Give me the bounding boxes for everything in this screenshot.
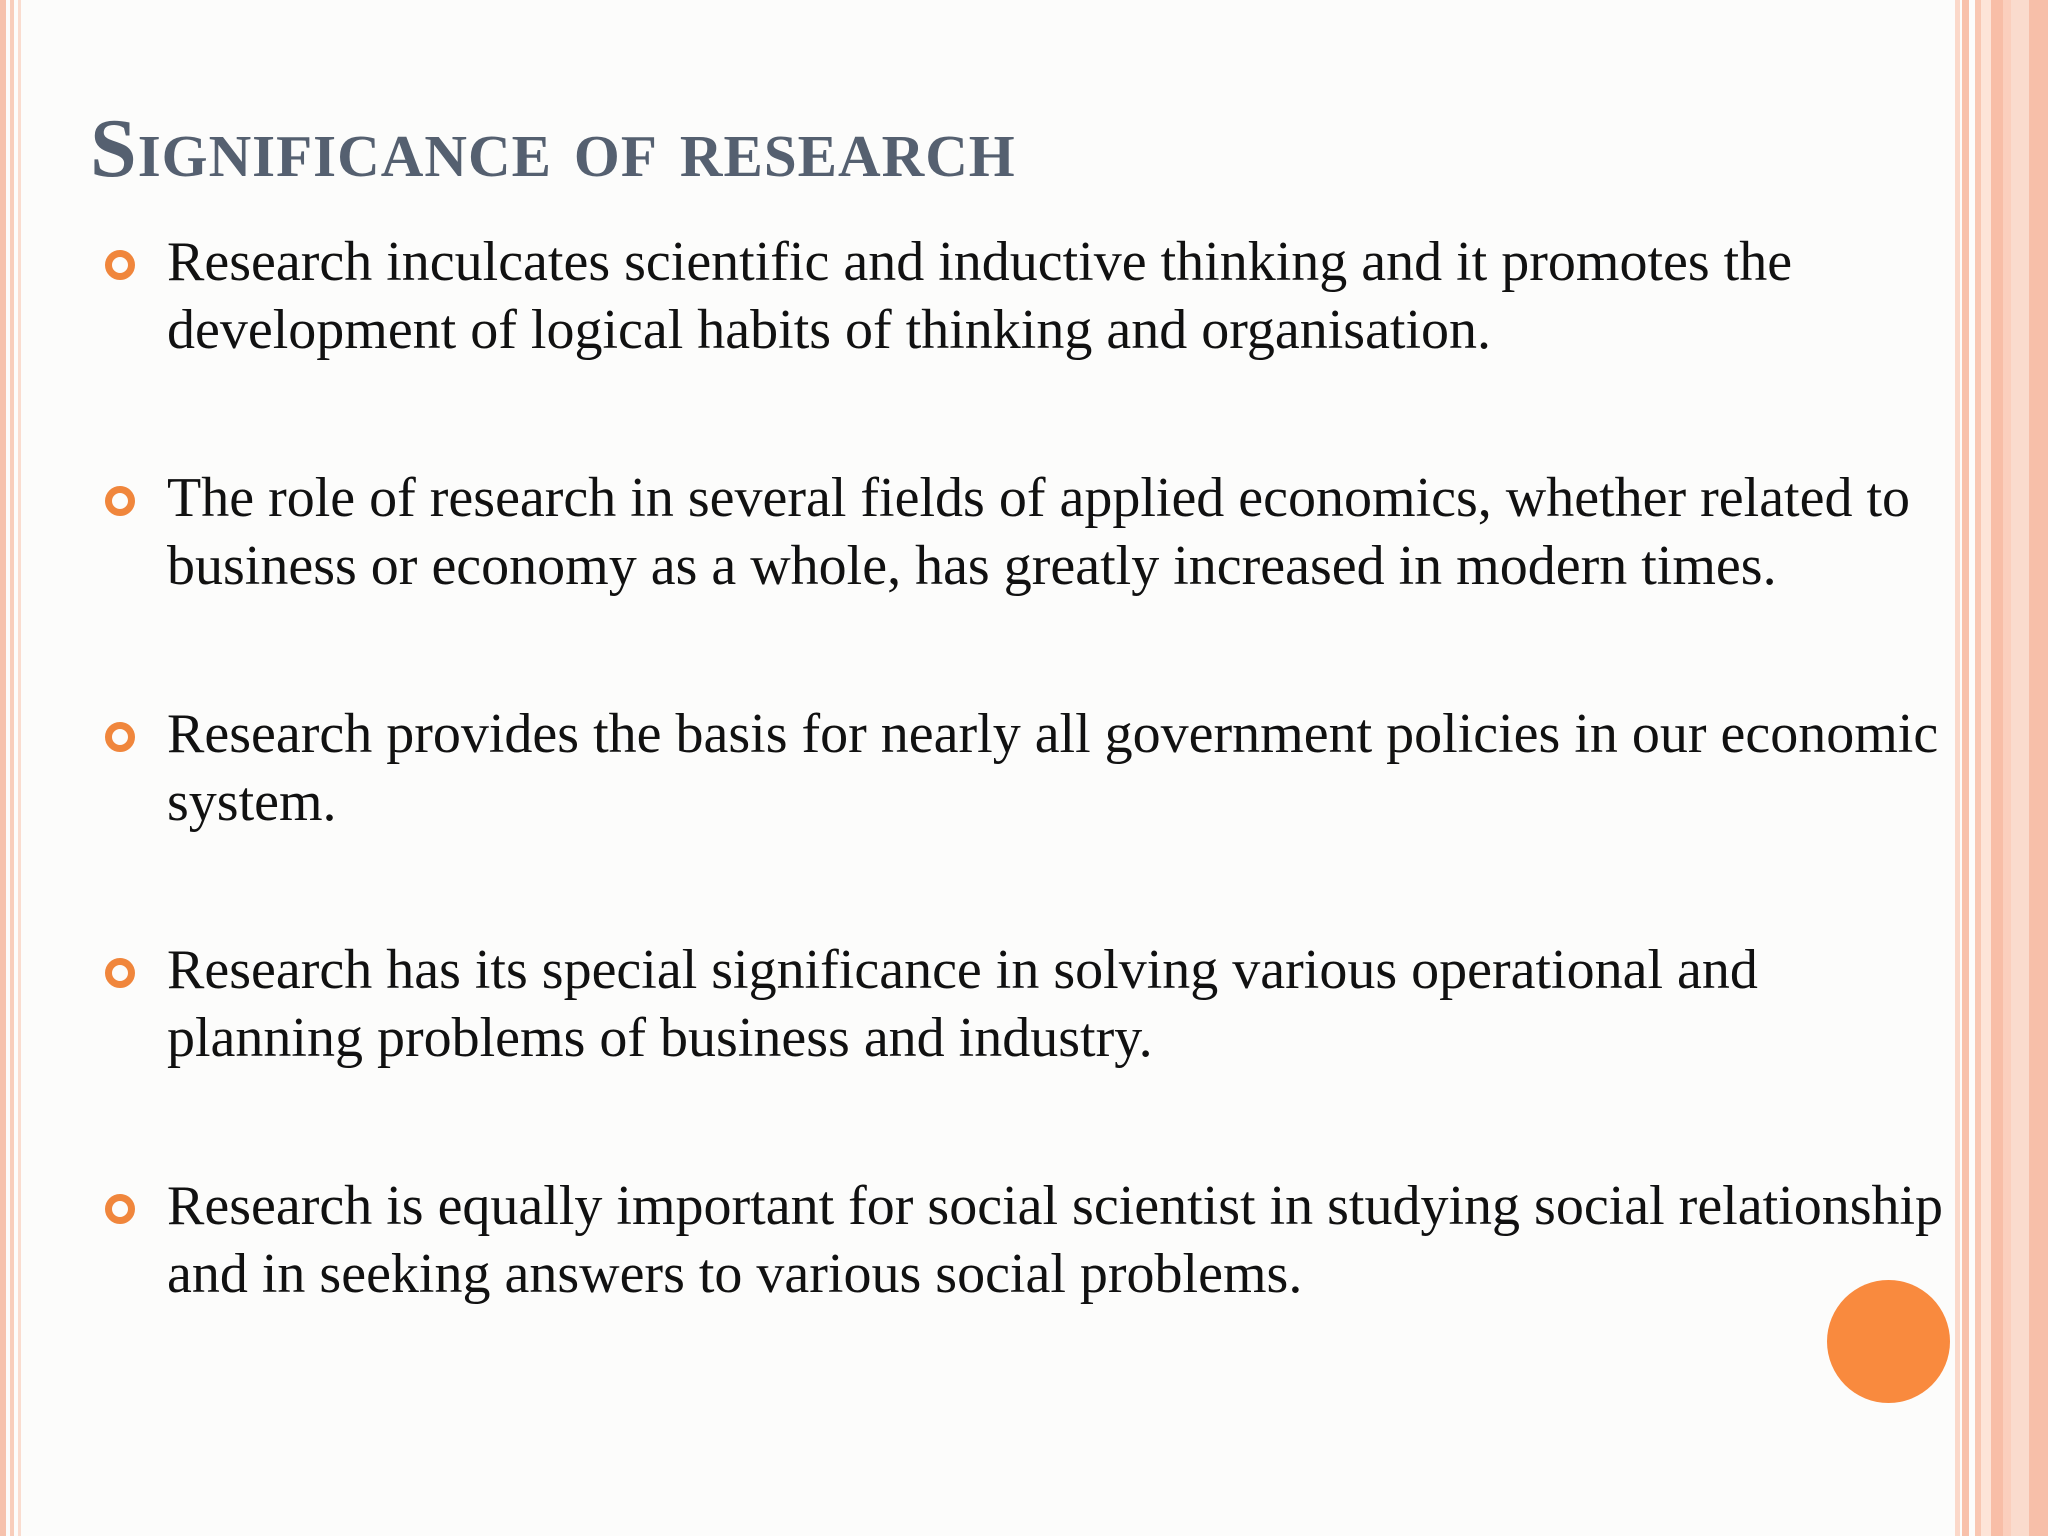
right-border-stripe [2029,0,2048,1536]
bullet-item [105,700,1955,836]
left-border-stripe [18,0,21,1536]
right-border-stripe [2003,0,2011,1536]
bullet-text: Research provides the basis for nearly all government policies in our economic system. [167,703,1939,833]
hollow-circle-bullet-icon [105,958,135,988]
bullet-text: Research inculcates scientific and inductive thinking and it promotes the development of logical habits of thinking and organisation. [167,231,1793,361]
decorative-orange-circle [1827,1280,1950,1403]
right-border-stripe [2011,0,2029,1536]
bullet-item [105,1172,1955,1308]
bullet-text: The role of research in several fields of applied economics, whether related to business or economy as a whole, has greatly increased in modern times. [167,467,1911,597]
right-border-stripe [1981,0,1991,1536]
bullet-item [105,228,1955,364]
bullet-text: Research has its special significance in solving various operational and planning problems of business and industry. [167,939,1758,1069]
slide-title: Significance of research [90,102,1016,195]
hollow-circle-bullet-icon [105,1194,135,1224]
hollow-circle-bullet-icon [105,722,135,752]
hollow-circle-bullet-icon [105,250,135,280]
bullet-list [105,228,1955,1308]
left-border-stripe [10,0,14,1536]
bullet-item [105,464,1955,600]
right-border-stripe [1991,0,2003,1536]
hollow-circle-bullet-icon [105,486,135,516]
right-border-stripe [1962,0,1969,1536]
left-border-stripe [0,0,6,1536]
right-border-stripe [1955,0,1960,1536]
bullet-text: Research is equally important for social scientist in studying social relationship and in seeking answers to various social problems. [167,1175,1944,1305]
bullet-item [105,936,1955,1072]
